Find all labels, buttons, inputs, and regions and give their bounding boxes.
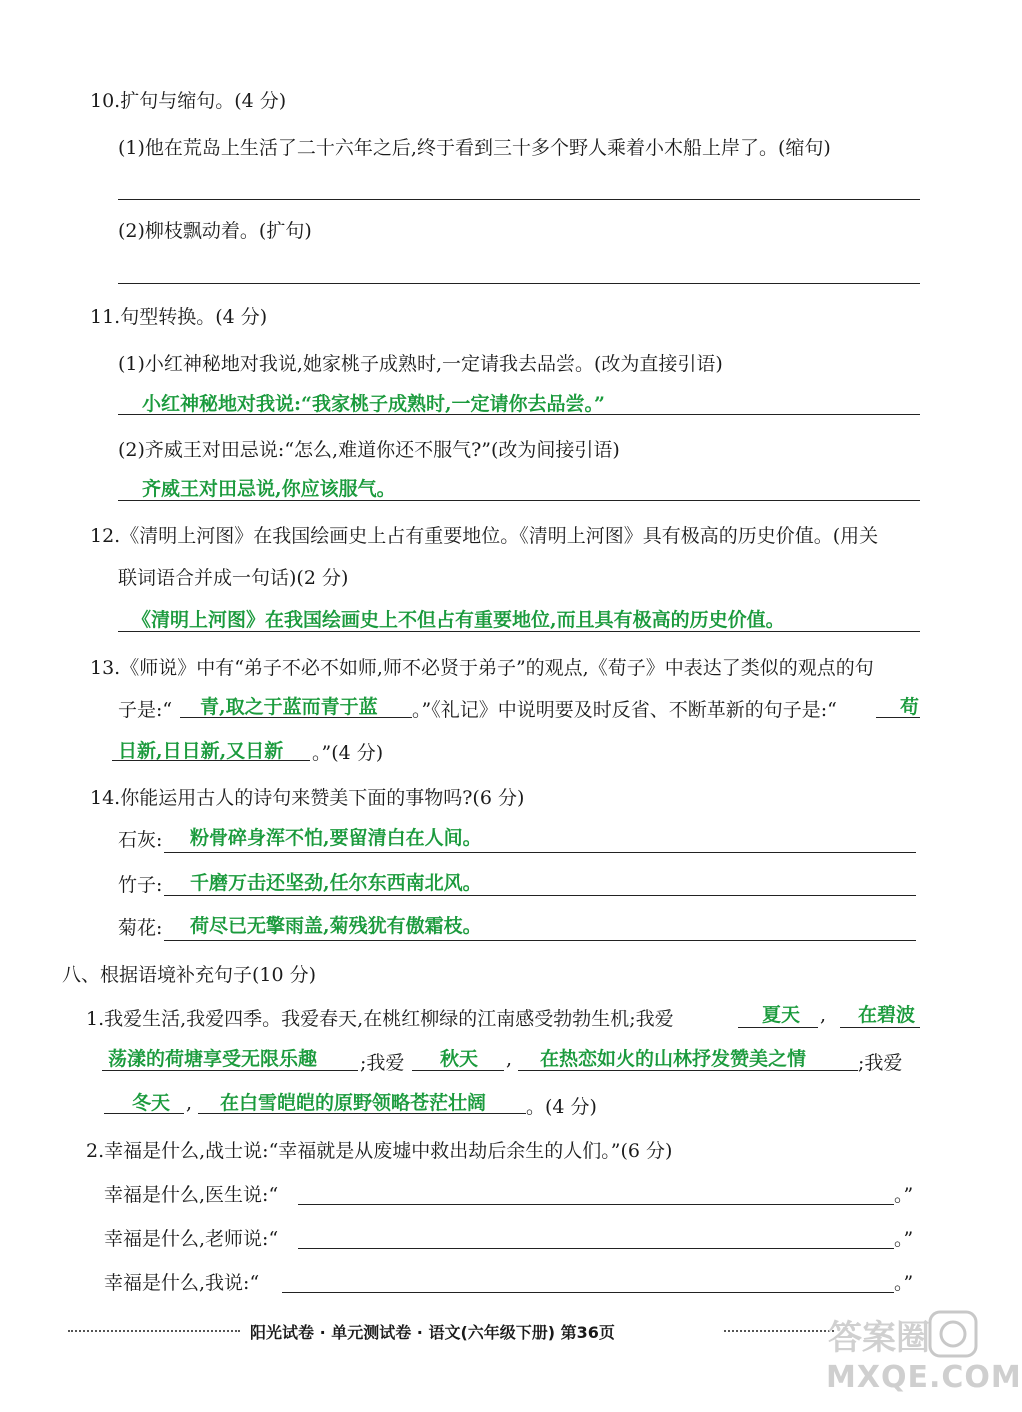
answer-blank bbox=[298, 1248, 894, 1249]
q13-line2-mid: 。”《礼记》中说明要及时反省、不断革新的句子是:“ bbox=[412, 699, 837, 721]
q13-answer2b: 日新,日日新,又日新 bbox=[118, 740, 284, 762]
watermark-logo-text: 答案圈 bbox=[828, 1318, 930, 1358]
footer-text: 阳光试卷 · 单元测试卷 · 语文(六年级下册) 第36页 bbox=[250, 1323, 615, 1342]
q10-item2: (2)柳枝飘动着。(扩句) bbox=[118, 220, 312, 242]
answer-blank bbox=[282, 1292, 894, 1293]
s8-q2-title: 2.幸福是什么,战士说:“幸福就是从废墟中救出劫后余生的人们。”(6 分) bbox=[86, 1140, 673, 1162]
answer-blank bbox=[298, 1204, 894, 1205]
q10-item1: (1)他在荒岛上生活了二十六年之后,终于看到三十多个野人乘着小木船上岸了。(缩句) bbox=[118, 137, 831, 159]
q11-item2: (2)齐威王对田忌说:“怎么,难道你还不服气?”(改为间接引语) bbox=[118, 439, 620, 461]
answer-blank bbox=[102, 1070, 358, 1071]
answer-blank bbox=[738, 1027, 818, 1028]
q13-line2-start: 子是:“ bbox=[118, 699, 173, 721]
answer-blank bbox=[180, 717, 412, 718]
answer-blank bbox=[198, 1113, 526, 1114]
s8-q1-answer-summer-desc-b: 荡漾的荷塘享受无限乐趣 bbox=[108, 1048, 318, 1070]
q11-title: 11.句型转换。(4 分) bbox=[90, 306, 268, 328]
q12-answer: 《清明上河图》在我国绘画史上不但占有重要地位,而且具有极高的历史价值。 bbox=[132, 609, 785, 631]
q14-answer-juhua: 荷尽已无擎雨盖,菊残犹有傲霜枝。 bbox=[190, 915, 482, 937]
s8-q2-me-prefix: 幸福是什么,我说:“ bbox=[104, 1272, 260, 1294]
s8-q1-answer-autumn: 秋天 bbox=[440, 1048, 479, 1070]
s8-q1-comma2: , bbox=[506, 1048, 513, 1070]
s8-q1-answer-winter-desc: 在白雪皑皑的原野领略苍茫壮阔 bbox=[220, 1092, 487, 1114]
q14-answer-shihui: 粉骨碎身浑不怕,要留清白在人间。 bbox=[190, 827, 482, 849]
answer-blank bbox=[876, 717, 920, 718]
q14-label-juhua: 菊花: bbox=[118, 917, 163, 939]
q13-line3-end: 。”(4 分) bbox=[312, 742, 384, 764]
watermark-logo bbox=[822, 1306, 1022, 1402]
q12-line2: 联词语合并成一句话)(2 分) bbox=[118, 567, 349, 589]
s8-q1-comma3: , bbox=[186, 1092, 193, 1114]
answer-line bbox=[164, 852, 916, 853]
q14-label-zhuzi: 竹子: bbox=[118, 874, 163, 896]
s8-q1-line1: 1.我爱生活,我爱四季。我爱春天,在桃红柳绿的江南感受勃勃生机;我爱 bbox=[86, 1008, 674, 1030]
answer-blank bbox=[840, 1027, 920, 1028]
s8-q2-me-suffix: 。” bbox=[894, 1272, 914, 1294]
answer-line bbox=[118, 199, 920, 200]
answer-line bbox=[164, 940, 916, 941]
q11-answer2: 齐威王对田忌说,你应该服气。 bbox=[142, 478, 396, 500]
q11-answer1: 小红神秘地对我说:“我家桃子成熟时,一定请你去品尝。” bbox=[142, 393, 605, 415]
answer-blank bbox=[412, 1070, 504, 1071]
q14-answer-zhuzi: 千磨万击还坚劲,任尔东西南北风。 bbox=[190, 872, 482, 894]
footer-divider-left bbox=[68, 1330, 240, 1332]
answer-line bbox=[118, 414, 920, 415]
s8-q1-love2: ;我爱 bbox=[858, 1052, 903, 1074]
s8-q1-line3-end: 。(4 分) bbox=[526, 1096, 597, 1118]
q14-label-shihui: 石灰: bbox=[118, 829, 163, 851]
section8-title: 八、根据语境补充句子(10 分) bbox=[62, 964, 317, 986]
s8-q2-teacher-suffix: 。” bbox=[894, 1228, 914, 1250]
answer-line bbox=[164, 895, 916, 896]
watermark-url: MXQE.COM bbox=[826, 1360, 1022, 1395]
s8-q2-doctor-suffix: 。” bbox=[894, 1184, 914, 1206]
s8-q1-love1: ;我爱 bbox=[360, 1052, 405, 1074]
s8-q1-comma: , bbox=[820, 1004, 827, 1026]
s8-q1-answer-summer: 夏天 bbox=[762, 1004, 801, 1026]
answer-line bbox=[118, 500, 920, 501]
s8-q2-doctor-prefix: 幸福是什么,医生说:“ bbox=[104, 1184, 279, 1206]
q13-answer1: 青,取之于蓝而青于蓝 bbox=[200, 696, 378, 718]
s8-q1-answer-autumn-desc: 在热恋如火的山林抒发赞美之情 bbox=[540, 1048, 807, 1070]
q13-line1: 13.《师说》中有“弟子不必不如师,师不必贤于弟子”的观点,《荀子》中表达了类似的观点的句 bbox=[90, 657, 874, 679]
s8-q1-answer-summer-desc-a: 在碧波 bbox=[858, 1004, 916, 1026]
s8-q2-teacher-prefix: 幸福是什么,老师说:“ bbox=[104, 1228, 279, 1250]
answer-blank bbox=[518, 1070, 858, 1071]
s8-q1-answer-winter: 冬天 bbox=[132, 1092, 171, 1114]
answer-blank bbox=[104, 1113, 184, 1114]
q11-item1: (1)小红神秘地对我说,她家桃子成熟时,一定请我去品尝。(改为直接引语) bbox=[118, 353, 723, 375]
answer-line bbox=[118, 631, 920, 632]
footer-divider-right bbox=[724, 1330, 834, 1332]
q10-title: 10.扩句与缩句。(4 分) bbox=[90, 90, 287, 112]
q12-line1: 12.《清明上河图》在我国绘画史上占有重要地位。《清明上河图》具有极高的历史价值。(用关 bbox=[90, 525, 879, 547]
q13-answer2a: 苟 bbox=[900, 696, 920, 718]
answer-blank bbox=[112, 760, 310, 761]
q14-title: 14.你能运用古人的诗句来赞美下面的事物吗?(6 分) bbox=[90, 787, 525, 809]
answer-line bbox=[118, 283, 920, 284]
